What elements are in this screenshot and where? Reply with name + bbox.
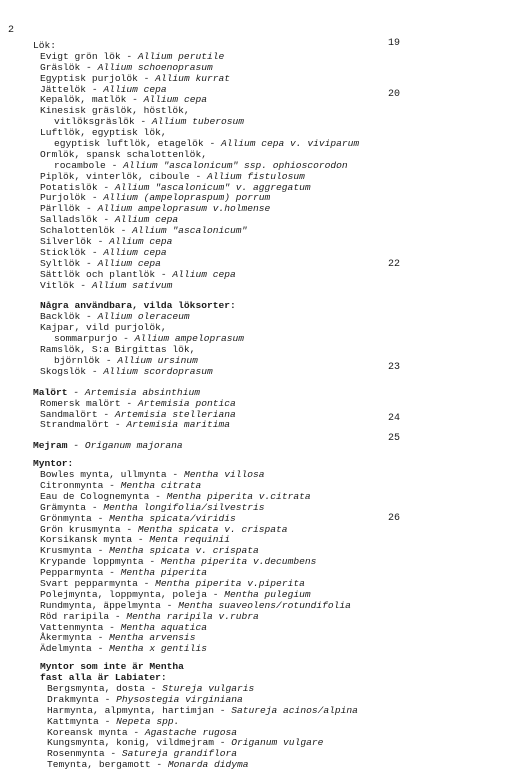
- latin-name: Mentha spicata/viridis: [109, 512, 236, 524]
- section-heading-mejram: [33, 441, 393, 452]
- latin-name: Allium ampeloprasum v.holmense: [97, 203, 271, 215]
- latin-name: Mentha pulegium: [224, 588, 311, 600]
- margin-number-20: 20: [388, 89, 401, 100]
- list-item: [33, 760, 393, 771]
- latin-name: Allium kurrat: [155, 72, 230, 84]
- latin-name: Allium cepa: [114, 214, 179, 226]
- malort-title: Malört: [33, 386, 68, 398]
- latin-name: Allium cepa: [109, 236, 173, 248]
- other-myntor-list: [33, 684, 393, 771]
- latin-name: Agastache rugosa: [144, 726, 237, 738]
- swedish-name: Vattenmynta -: [40, 621, 121, 633]
- list-item: [33, 281, 393, 292]
- swedish-name: Bergsmynta, dosta -: [47, 682, 163, 694]
- list-item: [33, 367, 393, 378]
- latin-name: Mentha suaveolens/rotundifolia: [178, 599, 351, 611]
- latin-name: Mentha piperita v.piperita: [155, 577, 305, 589]
- latin-name: Artemisia pontica: [137, 397, 236, 409]
- swedish-name: vitlöksgräslök -: [54, 116, 152, 128]
- swedish-name: Skogslök -: [40, 365, 104, 377]
- text-column: [33, 41, 393, 771]
- margin-number-25: 25: [388, 433, 401, 444]
- margin-number-26: 26: [388, 513, 401, 524]
- swedish-name: Ormlök, spansk schalottenlök,: [40, 148, 207, 160]
- swedish-name: Pärllök -: [40, 203, 98, 215]
- swedish-name: Kungsmynta, konig, vildmejram -: [47, 737, 232, 749]
- latin-name: Mentha arvensis: [109, 632, 196, 644]
- section-heading-other-myntor-2: fast alla är Labiater:: [40, 672, 167, 684]
- malort-latin: - Artemisia absinthium: [67, 386, 200, 398]
- latin-name: Allium cepa v. viviparum: [220, 138, 360, 150]
- latin-name: Monarda didyma: [167, 759, 249, 771]
- margin-number-23: 23: [388, 362, 401, 373]
- latin-name: Allium ampeloprasum: [134, 333, 244, 345]
- myntor-list: [33, 470, 393, 655]
- latin-name: Allium perutile: [137, 50, 225, 62]
- swedish-name: Grön krusmynta -: [40, 523, 138, 535]
- lok-list: [33, 52, 393, 292]
- swedish-name: Ramslök, S:a Birgittas lök,: [40, 344, 196, 356]
- swedish-name: Syltlök -: [40, 257, 98, 269]
- swedish-name: Silverlök -: [40, 236, 110, 248]
- swedish-name: björnlök -: [54, 354, 118, 366]
- latin-name: Allium cepa: [103, 246, 167, 258]
- latin-name: Mentha x gentilis: [109, 643, 207, 655]
- swedish-name: Sandmalört -: [40, 408, 115, 420]
- swedish-name: Ädelmynta -: [40, 643, 110, 655]
- swedish-name: Koreansk mynta -: [47, 726, 145, 738]
- latin-name: Allium sativum: [91, 279, 173, 291]
- swedish-name: Polejmynta, loppmynta, poleja -: [40, 588, 225, 600]
- section-heading-other-myntor-1: Myntor som inte är Mentha: [40, 661, 184, 673]
- swedish-name: Kinesisk gräslök, höstlök,: [40, 105, 190, 117]
- malort-list: [33, 399, 393, 432]
- swedish-name: Grönmynta -: [40, 512, 110, 524]
- margin-number-19: 19: [388, 38, 401, 49]
- latin-name: Nepeta spp.: [116, 715, 180, 727]
- swedish-name: Schalottenlök -: [40, 225, 133, 237]
- swedish-name: sommarpurjo -: [54, 333, 135, 345]
- swedish-name: Gräslök -: [40, 61, 98, 73]
- swedish-name: Eau de Colognemynta -: [40, 490, 167, 502]
- page-number: 2: [8, 25, 15, 36]
- swedish-name: Kajpar, vild purjolök,: [40, 322, 167, 334]
- swedish-name: Bowles mynta, ullmynta -: [40, 469, 184, 481]
- latin-name: Allium tuberosum: [151, 116, 244, 128]
- swedish-name: Potatislök -: [40, 181, 115, 193]
- swedish-name: Sättlök och plantlök -: [40, 268, 173, 280]
- swedish-name: Krypande loppmynta -: [40, 556, 161, 568]
- swedish-name: Rosenmynta -: [47, 748, 122, 760]
- latin-name: Mentha spicata v. crispata: [137, 523, 288, 535]
- swedish-name: Temynta, bergamott -: [47, 759, 168, 771]
- latin-name: Allium cepa: [143, 94, 207, 106]
- margin-number-24: 24: [388, 413, 401, 424]
- latin-name: Mentha raripila v.rubra: [126, 610, 259, 622]
- latin-name: Mentha piperita: [120, 567, 207, 579]
- latin-name: Mentha aquatica: [120, 621, 207, 633]
- swedish-name: Jättelök -: [40, 83, 104, 95]
- latin-name: Mentha villosa: [183, 469, 265, 481]
- swedish-name: Rundmynta, äppelmynta -: [40, 599, 179, 611]
- latin-name: Allium cepa: [97, 257, 161, 269]
- swedish-name: rocambole -: [54, 159, 124, 171]
- swedish-name: Backlök -: [40, 311, 98, 323]
- swedish-name: Korsikansk mynta -: [40, 534, 150, 546]
- swedish-name: Piplök, vinterlök, ciboule -: [40, 170, 207, 182]
- swedish-name: Citronmynta -: [40, 479, 121, 491]
- latin-name: Mentha piperita v.citrata: [166, 490, 311, 502]
- swedish-name: Romersk malört -: [40, 397, 138, 409]
- latin-name: Mentha longifolia/silvestris: [103, 501, 265, 513]
- latin-name: Menta requinii: [149, 534, 230, 546]
- swedish-name: Drakmynta -: [47, 693, 117, 705]
- swedish-name: Grämynta -: [40, 501, 104, 513]
- swedish-name: Sticklök -: [40, 246, 104, 258]
- wild-onion-list: [33, 312, 393, 377]
- latin-name: Allium ursinum: [117, 354, 198, 366]
- latin-name: Allium cepa: [103, 83, 167, 95]
- swedish-name: Krusmynta -: [40, 545, 110, 557]
- latin-name: Allium (ampelopraspum) porrum: [103, 192, 271, 204]
- swedish-name: Egyptisk purjolök -: [40, 72, 156, 84]
- latin-name: Allium "ascalonicum": [132, 225, 248, 237]
- swedish-name: Kepalök, matlök -: [40, 94, 144, 106]
- list-item: [33, 644, 393, 655]
- latin-name: Allium cepa: [172, 268, 236, 280]
- section-heading-myntor: Myntor:: [33, 458, 74, 470]
- swedish-name: Pepparmynta -: [40, 567, 121, 579]
- swedish-name: Kattmynta -: [47, 715, 117, 727]
- swedish-name: Röd raripila -: [40, 610, 127, 622]
- swedish-name: Åkermynta -: [40, 632, 110, 644]
- latin-name: Allium oleraceum: [97, 311, 190, 323]
- latin-name: Mentha citrata: [120, 479, 202, 491]
- swedish-name: Evigt grön lök -: [40, 50, 138, 62]
- latin-name: Allium schoenoprasum: [97, 61, 213, 73]
- swedish-name: Svart pepparmynta -: [40, 577, 156, 589]
- latin-name: Artemisia maritima: [126, 419, 230, 431]
- latin-name: Origanum vulgare: [231, 737, 324, 749]
- latin-name: Mentha piperita v.decumbens: [160, 556, 317, 568]
- swedish-name: Luftlök, egyptisk lök,: [40, 127, 167, 139]
- latin-name: Artemisia stelleriana: [114, 408, 236, 420]
- latin-name: Allium "ascalonicum" v. aggregatum: [114, 181, 311, 193]
- latin-name: Stureja vulgaris: [162, 682, 255, 694]
- latin-name: Physostegia virginiana: [116, 693, 243, 705]
- mejram-title: Mejram: [33, 440, 68, 452]
- section-heading-lok: Lök:: [33, 40, 57, 51]
- latin-name: Allium fistulosum: [206, 170, 305, 182]
- swedish-name: Salladslök -: [40, 214, 115, 226]
- swedish-name: Vitlök -: [40, 279, 92, 291]
- margin-number-22: 22: [388, 259, 401, 270]
- section-heading-wild-onions: Några användbara, vilda löksorter:: [40, 300, 236, 312]
- swedish-name: Strandmalört -: [40, 419, 127, 431]
- latin-name: Allium scordoprasum: [103, 365, 213, 377]
- swedish-name: Harmynta, alpmynta, hartimjan -: [47, 704, 232, 716]
- swedish-name: Purjolök -: [40, 192, 104, 204]
- swedish-name: egyptisk luftlök, etagelök -: [54, 138, 221, 150]
- mejram-latin: - Origanum majorana: [67, 440, 183, 452]
- latin-name: Allium "ascalonicum" ssp. ophioscorodon: [123, 159, 348, 171]
- latin-name: Satureja acinos/alpina: [231, 704, 358, 716]
- list-item: [33, 420, 393, 431]
- latin-name: Mentha spicata v. crispata: [109, 545, 259, 557]
- latin-name: Satureja grandiflora: [121, 748, 237, 760]
